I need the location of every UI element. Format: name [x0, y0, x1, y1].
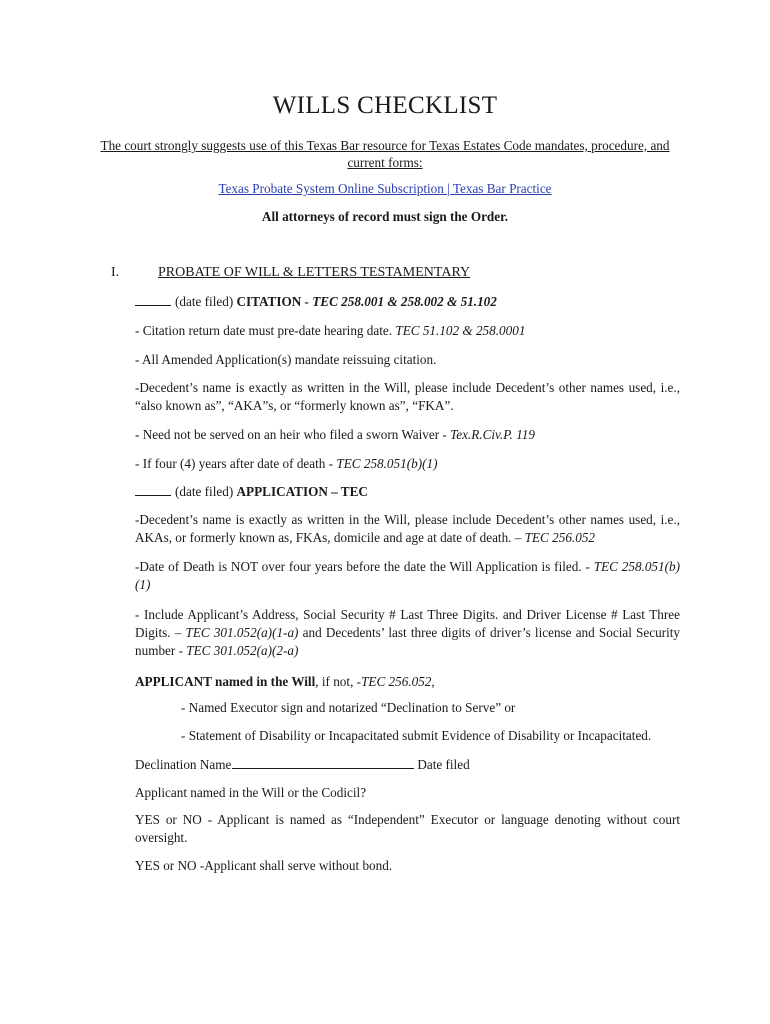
section-title: PROBATE OF WILL & LETTERS TESTAMENTARY: [158, 265, 471, 280]
citation-item: - Need not be served on an heir who filed a sworn Waiver - Tex.R.Civ.P. 119: [135, 427, 535, 442]
citation-heading: (date filed) CITATION - TEC 258.001 & 258.002 & 51.102: [135, 293, 497, 311]
application-item: - Include Applicant’s Address, Social Security # Last Three Digits. and Driver License # Last Three Digits. – TEC 301.052(a)(1-a) and Decedents’ last three digits of driver’s license and Social Security number - TEC 301.052(a)(2-a): [135, 607, 680, 658]
declination-line: Declination Name Date filed: [135, 757, 470, 772]
date-blank[interactable]: [135, 484, 171, 496]
applicant-question: Applicant named in the Will or the Codicil?: [135, 785, 367, 800]
section-number: I.: [111, 265, 120, 280]
declination-name-blank[interactable]: [232, 757, 414, 769]
application-item: -Date of Death is NOT over four years before the date the Will Application is filed. - TEC 258.051(b)(1): [135, 559, 681, 592]
intro-text: The court strongly suggests use of this Texas Bar resource for Texas Estates Code mandates, procedure, and current forms:: [100, 138, 670, 170]
application-heading: (date filed) APPLICATION – TEC: [135, 483, 368, 501]
yes-no-bond: YES or NO -Applicant shall serve without bond.: [135, 858, 393, 873]
applicant-option: - Statement of Disability or Incapacitated submit Evidence of Disability or Incapacitated.: [181, 728, 652, 743]
citation-item: - If four (4) years after date of death - TEC 258.051(b)(1): [135, 456, 438, 471]
sign-notice: All attorneys of record must sign the Order.: [261, 209, 509, 224]
date-blank[interactable]: [135, 294, 171, 306]
page-title: WILLS CHECKLIST: [272, 92, 498, 119]
applicant-option: - Named Executor sign and notarized “Declination to Serve” or: [181, 700, 516, 715]
yes-no-independent: YES or NO - Applicant is named as “Independent” Executor or language denoting without court oversight.: [135, 812, 680, 845]
citation-item: - All Amended Application(s) mandate reissuing citation.: [135, 352, 437, 367]
texas-bar-link[interactable]: Texas Probate System Online Subscription | Texas Bar Practice: [218, 181, 552, 196]
citation-item: - Citation return date must pre-date hearing date. TEC 51.102 & 258.0001: [135, 323, 526, 338]
applicant-heading: APPLICANT named in the Will, if not, -TEC 256.052,: [135, 674, 435, 689]
citation-item: -Decedent’s name is exactly as written in the Will, please include Decedent’s other names used, i.e., “also known as”, “AKA”s, or “formerly known as”, “FKA”.: [135, 380, 680, 413]
application-item: -Decedent’s name is exactly as written in the Will, please include Decedent’s other names used, i.e., AKAs, or formerly known as, FKAs, domicile and age at date of death. – TEC 256.052: [135, 512, 680, 545]
